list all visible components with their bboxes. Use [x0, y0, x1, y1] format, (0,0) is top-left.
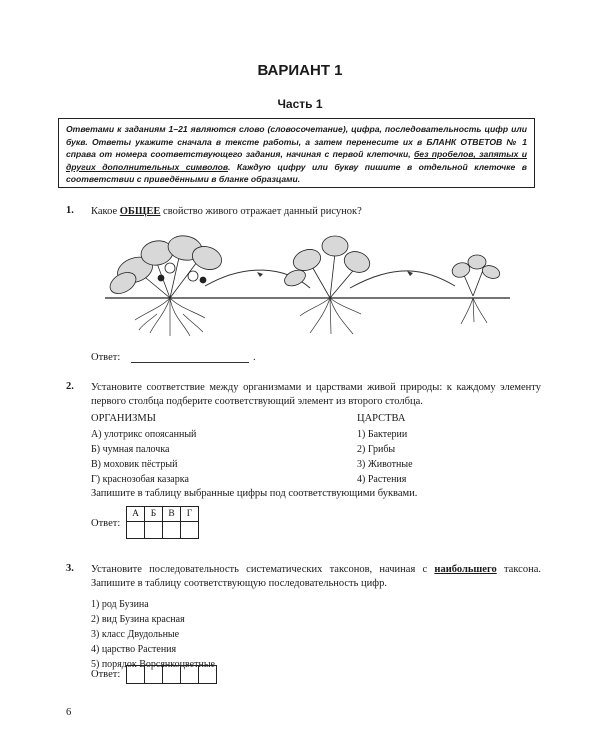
- q3-taxon-item: 3) класс Двудольные: [91, 629, 180, 640]
- plant-large: [106, 233, 224, 298]
- q2-table-header: А: [127, 507, 145, 522]
- q1-answer-end: .: [253, 352, 256, 363]
- q3-answer-table: [126, 665, 217, 684]
- q2-organism-item: Б) чумная палочка: [91, 444, 170, 455]
- q3-answer-cell[interactable]: [181, 666, 199, 684]
- q3-taxon-item: 4) царство Растения: [91, 644, 177, 655]
- q1-answer-label: Ответ:: [91, 352, 121, 363]
- instructions-text-end: . Каждую цифру или букву пишите в отдельной клеточке в соответствии с приведёнными в бланке образцами.: [66, 161, 527, 185]
- runner-2: [350, 271, 455, 288]
- q2-kingdom-item: 3) Животные: [357, 459, 413, 470]
- q2-table-instruction: Запишите в таблицу выбранные цифры под соответствующими буквами.: [91, 488, 418, 499]
- q2-col-organisms-title: ОРГАНИЗМЫ: [91, 413, 156, 424]
- q1-number: 1.: [66, 205, 74, 216]
- q3-text: Установите последовательность систематических таксонов, начиная с наибольшего таксона. Запишите в таблицу соответствующую последовательность цифр.: [91, 564, 541, 589]
- q2-kingdom-item: 2) Грибы: [357, 444, 396, 455]
- q2-answer-label: Ответ:: [91, 518, 121, 529]
- q2-answer-cell[interactable]: [127, 522, 145, 539]
- q2-kingdom-item: 4) Растения: [357, 474, 407, 485]
- roots-large: [135, 298, 205, 336]
- q2-table-header: Г: [181, 507, 199, 522]
- q2-organism-item: Г) краснозобая казарка: [91, 474, 189, 485]
- q2-organism-item: А) улотрикс опоясанный: [91, 429, 197, 440]
- q3-keyword: наибольшего: [434, 564, 497, 575]
- q3-taxon-item: 1) род Бузина: [91, 599, 149, 610]
- q2-table-header: В: [163, 507, 181, 522]
- q1-text: Какое ОБЩЕЕ свойство живого отражает данный рисунок?: [91, 206, 362, 217]
- variant-title: ВАРИАНТ 1: [257, 62, 343, 79]
- q2-answer-cell[interactable]: [181, 522, 199, 539]
- q2-number: 2.: [66, 381, 74, 392]
- q2-organisms-list: [91, 427, 196, 487]
- strawberry-runners-illustration: [95, 228, 515, 338]
- runner-arrow-1: [257, 272, 263, 277]
- q3-taxon-item: 5) порядок Ворсянкоцветные: [91, 659, 215, 670]
- q1-keyword: ОБЩЕЕ: [119, 206, 161, 217]
- q3-answer-cell[interactable]: [145, 666, 163, 684]
- q2-answer-cell[interactable]: [163, 522, 181, 539]
- q3-answer-cell[interactable]: [127, 666, 145, 684]
- q2-answer-table: [126, 506, 199, 539]
- plant-small: [450, 255, 501, 296]
- q1-answer-field[interactable]: [131, 362, 249, 363]
- q3-taxon-item: 2) вид Бузина красная: [91, 614, 185, 625]
- q3-answer-label: Ответ:: [91, 669, 121, 680]
- q2-kingdom-item: 1) Бактерии: [357, 429, 408, 440]
- q2-kingdoms-list: [357, 427, 413, 487]
- instructions-text-underlined: без пробелов, запятых и других дополнительных символов: [66, 149, 527, 172]
- instructions-text-start: Ответами к заданиям 1–21 являются слово (словосочетание), цифра, последовательность цифр или букв. Ответы укажите сначала в тексте работы, а затем перенесите их в БЛАНК ОТВЕТОВ № 1 справа от номера соответствующего задания, начиная с первой клеточки,: [66, 124, 527, 160]
- part-title: Часть 1: [277, 97, 323, 111]
- q3-taxa-list: [91, 597, 215, 672]
- roots-medium: [300, 298, 361, 334]
- q3-answer-cell[interactable]: [199, 666, 217, 684]
- instructions-box: [58, 118, 535, 188]
- q2-text: Установите соответствие между организмами и царствами живой природы: к каждому элементу первого столбца подберите соответствующий элемент из второго столбца.: [91, 382, 541, 407]
- runner-arrow-2: [407, 271, 413, 276]
- q2-col-kingdoms-title: ЦАРСТВА: [357, 413, 406, 424]
- plant-medium: [282, 236, 373, 298]
- q2-table-header: Б: [145, 507, 163, 522]
- q3-answer-cell[interactable]: [163, 666, 181, 684]
- q2-answer-cell[interactable]: [145, 522, 163, 539]
- q3-number: 3.: [66, 563, 74, 574]
- page-number: 6: [66, 707, 72, 718]
- q2-organism-item: В) моховик пёстрый: [91, 459, 178, 470]
- roots-small: [461, 298, 487, 324]
